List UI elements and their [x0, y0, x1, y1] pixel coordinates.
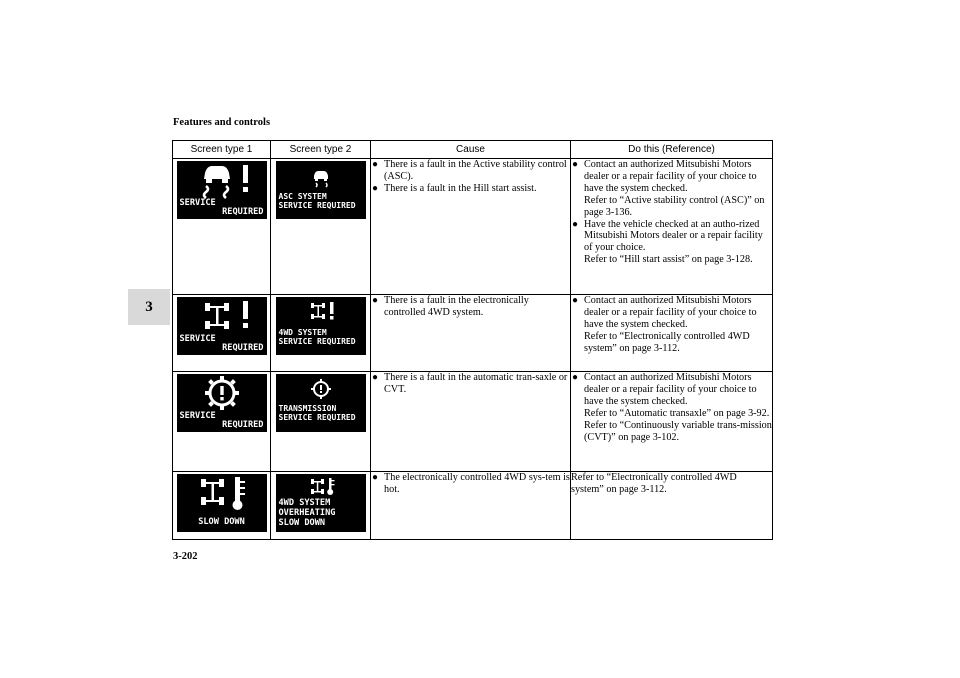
- screen-type-2-cell: [271, 295, 371, 372]
- section-title: Features and controls: [173, 117, 271, 128]
- warning-message-table: [172, 140, 773, 540]
- screen-line-2: REQUIRED: [222, 207, 264, 217]
- 4wd-temperature-icon: [308, 476, 338, 498]
- action-cell: [571, 295, 773, 372]
- cause-cell: [371, 372, 571, 472]
- action-text: Contact an authorized Mitsubishi Motors dealer or a repair facility of your choice to have the system checked.: [584, 372, 757, 407]
- display-screen-type-1: [177, 161, 267, 219]
- column-header: Cause: [371, 141, 571, 159]
- reference-text: Refer to “Automatic transaxle” on page 3-92.: [584, 407, 770, 419]
- action-text: Contact an authorized Mitsubishi Motors dealer or a repair facility of your choice to have the system checked.: [584, 159, 757, 194]
- page-number: 3-202: [173, 551, 198, 562]
- reference-text: Refer to “Active stability control (ASC)” on page 3-136.: [584, 194, 765, 218]
- display-screen-type-2: [276, 374, 366, 432]
- cause-item: ● The electronically controlled 4WD sys-tem is hot.: [371, 472, 570, 496]
- screen-type-1-cell: [173, 372, 271, 472]
- cause-cell: [371, 159, 571, 295]
- action-text: Contact an authorized Mitsubishi Motors dealer or a repair facility of your choice to have the system checked.: [584, 295, 757, 330]
- cause-cell: [371, 472, 571, 540]
- table-row: [173, 372, 773, 472]
- action-item: [571, 159, 772, 219]
- skid-warning-icon: [310, 168, 332, 190]
- screen-line-1: SERVICE: [179, 411, 216, 421]
- screen-line-1: 4WD SYSTEM: [278, 498, 331, 508]
- screen-type-1-cell: [173, 159, 271, 295]
- screen-line-1: SERVICE: [179, 198, 216, 208]
- 4wd-temperature-icon: [195, 475, 261, 515]
- table-header-row: [173, 141, 773, 159]
- screen-line-2: SERVICE REQUIRED: [278, 201, 356, 210]
- reference-text: Refer to “Hill start assist” on page 3-128.: [584, 254, 753, 266]
- column-header: Screen type 2: [271, 141, 371, 159]
- 4wd-warning-icon: [308, 300, 338, 324]
- screen-type-1-cell: [173, 295, 271, 372]
- screen-line-1: 4WD SYSTEM: [278, 328, 327, 337]
- column-header: Screen type 1: [173, 141, 271, 159]
- action-text: Have the vehicle checked at an autho-rized Mitsubishi Motors dealer or a repair facility of your choice.: [584, 218, 763, 254]
- screen-line-1: SERVICE: [179, 334, 216, 344]
- cause-item: ● There is a fault in the Active stability control (ASC).: [371, 159, 570, 183]
- table-row: [173, 295, 773, 372]
- display-screen-type-2: [276, 161, 366, 219]
- screen-line-2: OVERHEATING: [278, 508, 336, 518]
- display-screen-type-1: [177, 297, 267, 355]
- screen-line-3: SLOW DOWN: [278, 518, 326, 528]
- screen-line-2: SERVICE REQUIRED: [278, 413, 356, 422]
- action-item: [571, 295, 772, 355]
- cause-item: ● There is a fault in the Hill start assist.: [371, 183, 570, 195]
- screen-line-1: TRANSMISSION: [278, 404, 337, 413]
- screen-line-2: REQUIRED: [222, 420, 264, 430]
- table-row: [173, 159, 773, 295]
- skid-warning-icon: [197, 163, 263, 199]
- cause-item: ● There is a fault in the automatic tran-saxle or CVT.: [371, 372, 570, 396]
- transmission-warning-icon: [310, 378, 332, 400]
- screen-type-1-cell: [173, 472, 271, 540]
- cause-item: ● There is a fault in the electronically controlled 4WD system.: [371, 295, 570, 319]
- screen-line-2: SERVICE REQUIRED: [278, 337, 356, 346]
- screen-line-1: SLOW DOWN: [198, 517, 245, 527]
- action-cell: [571, 159, 773, 295]
- 4wd-warning-icon: [199, 299, 265, 335]
- action-item: [571, 372, 772, 443]
- screen-line-1: ASC SYSTEM: [278, 192, 327, 201]
- display-screen-type-2: [276, 474, 366, 532]
- screen-type-2-cell: [271, 372, 371, 472]
- reference-text: Refer to “Electronically controlled 4WD system” on page 3-112.: [571, 472, 737, 495]
- cause-cell: [371, 295, 571, 372]
- screen-line-2: REQUIRED: [222, 343, 264, 353]
- chapter-tab: 3: [128, 289, 170, 325]
- reference-text: Refer to “Electronically controlled 4WD system” on page 3-112.: [584, 330, 750, 354]
- column-header: Do this (Reference): [571, 141, 773, 159]
- reference-text: Refer to “Continuously variable trans-mission (CVT)” on page 3-102.: [584, 419, 772, 443]
- display-screen-type-1: [177, 474, 267, 532]
- table-row: [173, 472, 773, 540]
- display-screen-type-2: [276, 297, 366, 355]
- transmission-warning-icon: [202, 375, 242, 411]
- action-cell: [571, 372, 773, 472]
- screen-type-2-cell: [271, 159, 371, 295]
- action-cell: [571, 472, 773, 540]
- action-item: [571, 219, 772, 267]
- screen-type-2-cell: [271, 472, 371, 540]
- display-screen-type-1: [177, 374, 267, 432]
